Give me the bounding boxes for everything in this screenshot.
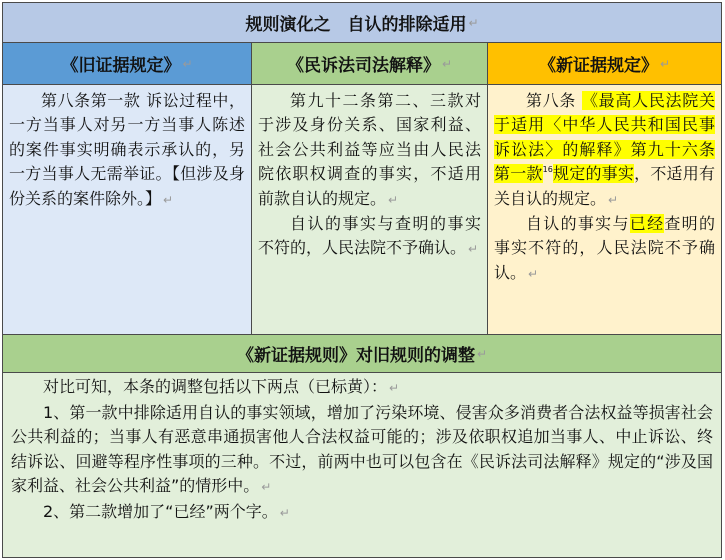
header-interpretation-text: 《民诉法司法解释》	[286, 56, 440, 76]
return-mark-icon: ↵	[659, 56, 671, 71]
summary-point-2	[11, 500, 713, 526]
header-new-rule	[488, 43, 721, 85]
header-new-rule-text: 《新证据规定》	[538, 56, 658, 76]
return-mark-icon: ↵	[261, 480, 272, 495]
return-mark-icon: ↵	[468, 242, 479, 257]
summary-intro	[11, 375, 713, 401]
summary-intro-text: 对比可知，本条的调整包括以下两点（已标黄）：	[43, 377, 388, 396]
return-mark-icon: ↵	[279, 505, 290, 520]
return-mark-icon: ↵	[163, 192, 174, 207]
return-mark-icon: ↵	[388, 192, 399, 207]
interpretation-paragraph-1	[258, 89, 481, 212]
summary-point-1	[11, 401, 713, 500]
return-mark-icon: ↵	[441, 56, 453, 71]
old-rule-text: 第八条第一款 诉讼过程中，一方当事人对另一方当事人陈述的案件事实明确表示承认的，另一方当事人无需举证。【但涉及身份关系的案件除外。】	[9, 91, 245, 208]
return-mark-icon: ↵	[468, 15, 479, 30]
comparison-table	[2, 2, 722, 558]
interpretation-paragraph-2	[258, 212, 481, 262]
footnote-reference: 16	[542, 165, 553, 175]
return-mark-icon: ↵	[182, 56, 193, 71]
header-old-rule	[3, 43, 252, 85]
summary-heading	[3, 335, 721, 373]
interpretation-text-1: 第九十二条第二、三款对于涉及身份关系、国家利益、社会公共利益等应当由人民法院依职权调查的事实，不适用前款自认的规定。	[258, 91, 481, 208]
interpretation-cell	[252, 85, 488, 335]
summary-cell	[3, 373, 721, 557]
new-rule-p2-suffix: 查明的事实不符的，人民法院不予确认。	[494, 214, 715, 282]
header-old-rule-text: 《旧证据规定》	[61, 56, 181, 76]
return-mark-icon: ↵	[608, 192, 619, 207]
new-rule-prefix: 第八条	[526, 91, 582, 110]
table-title-text: 规则演化之 自认的排除适用	[245, 15, 467, 35]
new-rule-suffix: ，不适用有关自认的规定。	[494, 164, 715, 208]
new-rule-highlight-2: 规定的事实	[552, 164, 635, 184]
new-rule-highlight: 《最高人民法院关于适用〈中华人民共和国民事诉讼法〉的解释》第九十六条第一款	[494, 91, 715, 184]
old-rule-paragraph	[9, 89, 245, 212]
return-mark-icon: ↵	[389, 381, 400, 395]
return-mark-icon: ↵	[528, 266, 539, 281]
summary-point-1-text: 1、第一款中排除适用自认的事实领域，增加了污染环境、侵害众多消费者合法权益等损害社会公共利益的；当事人有恶意串通损害他人合法权益可能的；涉及依职权追加当事人、中止诉讼、终结诉讼、回避等程序性事项的三种。不过，前两中也可以包含在《民诉法司法解释》规定的“涉及国家利益、社会公共利益”的情形中。	[11, 402, 713, 496]
summary-point-2-text: 2、第二款增加了“已经”两个字。	[43, 501, 278, 521]
new-rule-paragraph-2	[494, 212, 715, 286]
new-rule-paragraph-1	[494, 89, 715, 212]
return-mark-icon: ↵	[476, 346, 488, 361]
new-rule-p2-highlight: 已经	[629, 214, 665, 234]
header-interpretation	[252, 43, 488, 85]
interpretation-text-2: 自认的事实与查明的事实不符的，人民法院不予确认。	[258, 214, 481, 258]
old-rule-cell	[3, 85, 252, 335]
summary-heading-text: 《新证据规则》对旧规则的调整	[236, 346, 475, 366]
new-rule-cell	[488, 85, 721, 335]
new-rule-p2-prefix: 自认的事实与	[526, 214, 630, 234]
table-title	[3, 3, 721, 43]
